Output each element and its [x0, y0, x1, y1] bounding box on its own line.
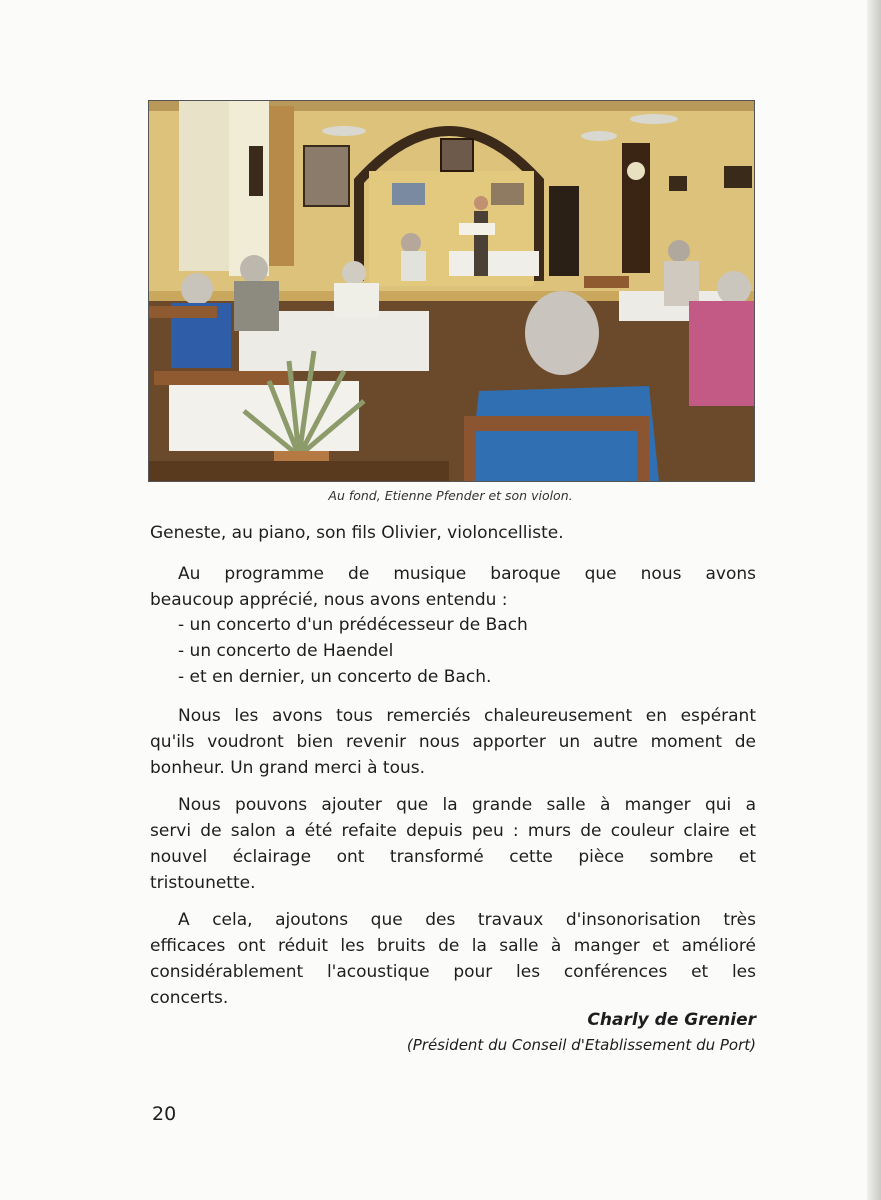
- paragraph-room-line-1: Nous pouvons ajouter que la grande salle à manger qui a: [178, 795, 756, 815]
- paragraph-thanks-line-1: Nous les avons tous remerciés chaleureusement en espérant: [178, 706, 756, 726]
- signature-role: (Président du Conseil d'Etablissement du Port): [406, 1036, 756, 1054]
- paragraph-acoustics-line-4: concerts.: [150, 988, 229, 1008]
- program-list-item: - un concerto de Haendel: [178, 641, 394, 661]
- paragraph-room-line-2: servi de salon a été refaite depuis peu : murs de couleur claire et: [150, 821, 756, 841]
- concert-photo: [148, 100, 755, 482]
- paragraph-thanks-line-3: bonheur. Un grand merci à tous.: [150, 758, 426, 778]
- concert-photo-illustration: [149, 101, 754, 481]
- paragraph-acoustics-line-2: efficaces ont réduit les bruits de la salle à manger et amélioré: [150, 936, 756, 956]
- program-list-item: - et en dernier, un concerto de Bach.: [178, 667, 492, 687]
- program-list-item: - un concerto d'un prédécesseur de Bach: [178, 615, 528, 635]
- paragraph-program-line-1: Au programme de musique baroque que nous avons: [178, 564, 756, 584]
- body-intro-line: Geneste, au piano, son fils Olivier, violoncelliste.: [150, 523, 564, 543]
- paragraph-acoustics-line-3: considérablement l'acoustique pour les conférences et les: [150, 962, 756, 982]
- paragraph-thanks-line-2: qu'ils voudront bien revenir nous apporter un autre moment de: [150, 732, 756, 752]
- paragraph-program-line-2: beaucoup apprécié, nous avons entendu :: [150, 590, 508, 610]
- paragraph-room-line-3: nouvel éclairage ont transformé cette pièce sombre et: [150, 847, 756, 867]
- photo-caption: Au fond, Etienne Pfender et son violon.: [328, 488, 573, 503]
- page-number: 20: [152, 1103, 177, 1125]
- paragraph-acoustics-line-1: A cela, ajoutons que des travaux d'insonorisation très: [178, 910, 756, 930]
- page-edge: [867, 0, 881, 1200]
- paragraph-room-line-4: tristounette.: [150, 873, 256, 893]
- signature-name: Charly de Grenier: [587, 1010, 756, 1030]
